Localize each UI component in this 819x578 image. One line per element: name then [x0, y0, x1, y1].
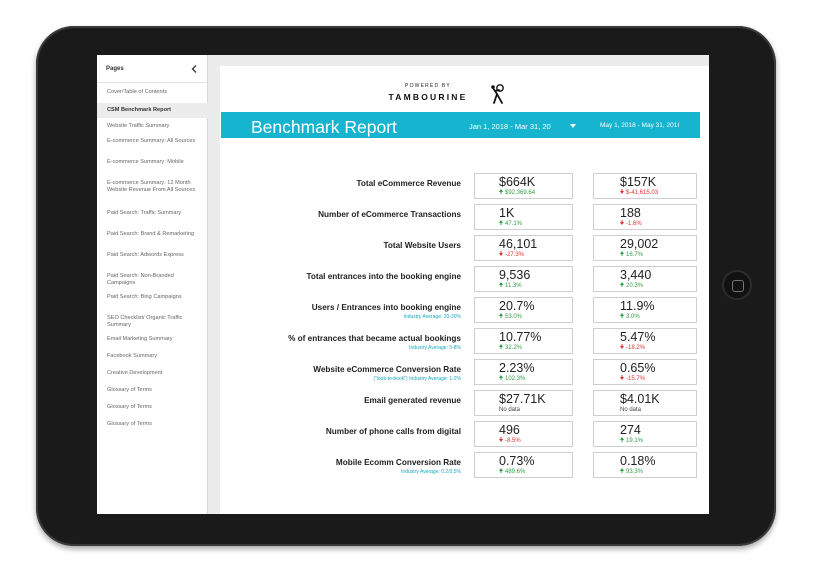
sidebar-item[interactable]: Website Traffic Summary — [107, 123, 170, 129]
arrow-up-icon — [499, 313, 503, 318]
scorecard-period-1 — [474, 359, 573, 385]
arrow-up-icon — [499, 375, 503, 380]
scorecard-delta — [620, 344, 696, 352]
sidebar-item[interactable]: Creative Development — [107, 370, 163, 376]
scorecard-delta-text: 93.3% — [626, 469, 644, 475]
scorecard-value: 11.9% — [620, 299, 655, 313]
report-header-banner — [221, 112, 700, 138]
metric-label: Number of phone calls from digital — [325, 427, 461, 436]
arrow-up-icon — [499, 220, 503, 225]
sidebar-header — [97, 55, 207, 83]
scorecard-delta-text: 11.3% — [505, 283, 522, 289]
metric-label: Total entrances into the booking engine — [306, 272, 461, 281]
arrow-up-icon — [499, 468, 503, 473]
home-button-icon[interactable] — [722, 270, 752, 300]
arrow-down-icon — [620, 344, 624, 349]
scorecard-delta-text: -18.2% — [626, 345, 646, 351]
arrow-up-icon — [499, 344, 503, 349]
metric-label: Number of eCommerce Transactions — [318, 210, 461, 219]
sidebar-item[interactable]: Glossary of Terms — [107, 404, 152, 410]
scorecard-period-2 — [593, 266, 697, 292]
scorecard-delta — [620, 375, 696, 383]
caret-down-icon[interactable] — [570, 124, 576, 128]
sidebar-item[interactable]: Facebook Summary — [107, 353, 158, 359]
metric-row — [220, 235, 709, 262]
scorecard-value: $157K — [620, 175, 657, 189]
sidebar-item[interactable]: E-commerce Summary: Mobile — [107, 159, 184, 165]
scorecard-period-1 — [474, 266, 573, 292]
scorecard-period-1 — [474, 390, 573, 416]
scorecard-value: 9,536 — [499, 268, 531, 282]
scorecard-period-2 — [593, 204, 697, 230]
metric-label: Email generated revenue — [364, 396, 461, 405]
scorecard-delta-text: 19.1% — [626, 438, 644, 444]
metric-benchmark-note: Industry Average: 5-8% — [409, 345, 461, 351]
scorecard-delta-text: -1.6% — [626, 221, 642, 227]
scorecard-value: 5.47% — [620, 330, 656, 344]
sidebar-item[interactable]: Glossary of Terms — [107, 421, 152, 427]
scorecard-period-1 — [474, 235, 573, 261]
scorecard-delta-text: $-41,615.03 — [626, 190, 659, 196]
scorecard-value: 20.7% — [499, 299, 535, 313]
scorecard-value: 0.65% — [620, 361, 656, 375]
metric-row — [220, 421, 709, 448]
scorecard-delta — [620, 189, 696, 197]
arrow-up-icon — [499, 189, 503, 194]
arrow-up-icon — [620, 251, 624, 256]
metric-label: Website eCommerce Conversion Rate — [313, 365, 461, 374]
scorecard-value: 29,002 — [620, 237, 659, 251]
sidebar-item[interactable]: Glossary of Terms — [107, 387, 152, 393]
logo-wordmark: TAMBOURINE — [388, 92, 468, 102]
sidebar-item[interactable]: SEO Checklist/ Organic Traffic Summary — [107, 315, 183, 328]
scorecard-delta-text: 16.7% — [626, 252, 644, 258]
tambourine-logo — [370, 83, 510, 107]
metric-row — [220, 328, 709, 355]
scorecard-delta — [499, 251, 572, 259]
scorecard-period-2 — [593, 297, 697, 323]
scorecard-period-1 — [474, 297, 573, 323]
screen — [97, 55, 709, 514]
scorecard-value: $4.01K — [620, 392, 660, 406]
metric-benchmark-note: ("look-to-book") Industry Average: 1-2% — [373, 376, 461, 382]
report-page — [220, 66, 709, 514]
arrow-up-icon — [620, 313, 624, 318]
scorecard-delta-text: 102.3% — [505, 376, 526, 382]
scorecard-delta — [499, 375, 572, 383]
metric-row — [220, 297, 709, 324]
sidebar-item[interactable]: Paid Search: Bing Campaigns — [107, 294, 182, 300]
scorecard-period-2 — [593, 173, 697, 199]
scorecard-delta — [620, 468, 696, 476]
tambourine-figure-icon — [488, 83, 506, 105]
arrow-up-icon — [620, 468, 624, 473]
sidebar-item[interactable]: Paid Search: Brand & Remarketing — [107, 231, 195, 237]
scorecard-delta-text: -27.3% — [505, 252, 525, 258]
scorecard-delta — [620, 251, 696, 259]
scorecard-value: 274 — [620, 423, 641, 437]
metric-row — [220, 204, 709, 231]
pages-sidebar — [97, 55, 208, 514]
arrow-down-icon — [620, 220, 624, 225]
arrow-down-icon — [620, 189, 624, 194]
scorecard-delta — [620, 437, 696, 445]
scorecard-period-1 — [474, 173, 573, 199]
scorecard-period-2 — [593, 421, 697, 447]
scorecard-value: 0.18% — [620, 454, 656, 468]
scorecard-value: 0.73% — [499, 454, 535, 468]
metric-row — [220, 452, 709, 479]
scorecard-value: 3,440 — [620, 268, 652, 282]
scorecard-delta-text: 32.2% — [505, 345, 523, 351]
scorecard-value: $664K — [499, 175, 536, 189]
metric-label: Total Website Users — [383, 241, 461, 250]
sidebar-item[interactable]: E-commerce Summary: All Sources — [107, 138, 196, 144]
arrow-down-icon — [499, 437, 503, 442]
scorecard-period-1 — [474, 328, 573, 354]
scorecard-period-1 — [474, 204, 573, 230]
scorecard-delta — [499, 406, 572, 414]
scorecard-value: 2.23% — [499, 361, 535, 375]
scorecard-delta — [620, 313, 696, 321]
metric-benchmark-note: Industry Average: 0.2/0.5% — [401, 469, 461, 475]
scorecard-period-2 — [593, 390, 697, 416]
scorecard-value: 46,101 — [499, 237, 538, 251]
sidebar-item[interactable]: E-commerce Summary: 12 Month Website Revenue From All Sources — [107, 180, 196, 193]
metric-row — [220, 173, 709, 200]
sidebar-item[interactable]: Email Marketing Summary — [107, 336, 173, 342]
metric-row — [220, 266, 709, 293]
metric-row — [220, 359, 709, 386]
scorecard-delta-text: No data — [620, 407, 642, 413]
scorecard-delta — [499, 468, 572, 476]
scorecard-period-2 — [593, 359, 697, 385]
scorecard-delta — [620, 220, 696, 228]
date-range-picker-1[interactable]: Jan 1, 2018 - Mar 31, 20 — [469, 122, 551, 131]
scorecard-value: 1K — [499, 206, 515, 220]
metric-label: Users / Entrances into booking engine — [311, 303, 461, 312]
arrow-up-icon — [499, 282, 503, 287]
scorecard-value: $27.71K — [499, 392, 546, 406]
scorecard-period-1 — [474, 421, 573, 447]
scorecard-delta-text: No data — [499, 407, 521, 413]
scorecard-delta-text: -15.7% — [626, 376, 646, 382]
scorecard-delta-text: 3.0% — [626, 314, 640, 320]
sidebar-item[interactable]: Cover/Table of Contents — [107, 89, 168, 95]
scorecard-period-1 — [474, 452, 573, 478]
metric-label: Mobile Ecomm Conversion Rate — [335, 458, 461, 467]
scorecard-delta — [499, 437, 572, 445]
metric-label: Total eCommerce Revenue — [356, 179, 461, 188]
scorecard-period-2 — [593, 328, 697, 354]
sidebar-item[interactable]: Paid Search: Adwords Express — [107, 252, 184, 258]
scorecard-delta-text: -8.5% — [505, 438, 521, 444]
scorecard-delta-text: 53.0% — [505, 314, 523, 320]
scorecard-delta — [620, 282, 696, 290]
arrow-down-icon — [499, 251, 503, 256]
report-title: Benchmark Report — [251, 117, 397, 137]
logo-powered-by: POWERED BY — [405, 83, 451, 89]
sidebar-item[interactable]: CSM Benchmark Report — [97, 103, 208, 118]
sidebar-item[interactable]: Paid Search: Traffic Summary — [107, 210, 182, 216]
scorecard-delta — [499, 189, 572, 197]
metric-label: % of entrances that became actual bookings — [288, 334, 461, 343]
scorecard-delta — [499, 282, 572, 290]
scorecard-delta — [620, 406, 696, 414]
scorecard-delta — [499, 220, 572, 228]
scorecard-delta-text: $92,369.64 — [505, 190, 536, 196]
scorecard-period-2 — [593, 452, 697, 478]
arrow-up-icon — [620, 437, 624, 442]
scorecard-value: 496 — [499, 423, 520, 437]
sidebar-item[interactable]: Paid Search: Non-Branded Campaigns — [107, 273, 174, 286]
scorecard-period-2 — [593, 235, 697, 261]
arrow-up-icon — [620, 282, 624, 287]
scorecard-delta — [499, 313, 572, 321]
scorecard-delta-text: 489.6% — [505, 469, 526, 475]
metric-benchmark-note: Industry Average: 20-30% — [403, 314, 461, 320]
chevron-left-icon[interactable] — [189, 64, 199, 74]
sidebar-title: Pages — [106, 65, 124, 72]
arrow-down-icon — [620, 375, 624, 380]
date-range-picker-2[interactable]: May 1, 2018 - May 31, 201I — [600, 122, 680, 129]
scorecard-value: 188 — [620, 206, 641, 220]
scorecard-value: 10.77% — [499, 330, 542, 344]
scorecard-delta-text: 47.1% — [505, 221, 523, 227]
metric-row — [220, 390, 709, 417]
scorecard-delta-text: 20.3% — [626, 283, 644, 289]
scorecard-delta — [499, 344, 572, 352]
